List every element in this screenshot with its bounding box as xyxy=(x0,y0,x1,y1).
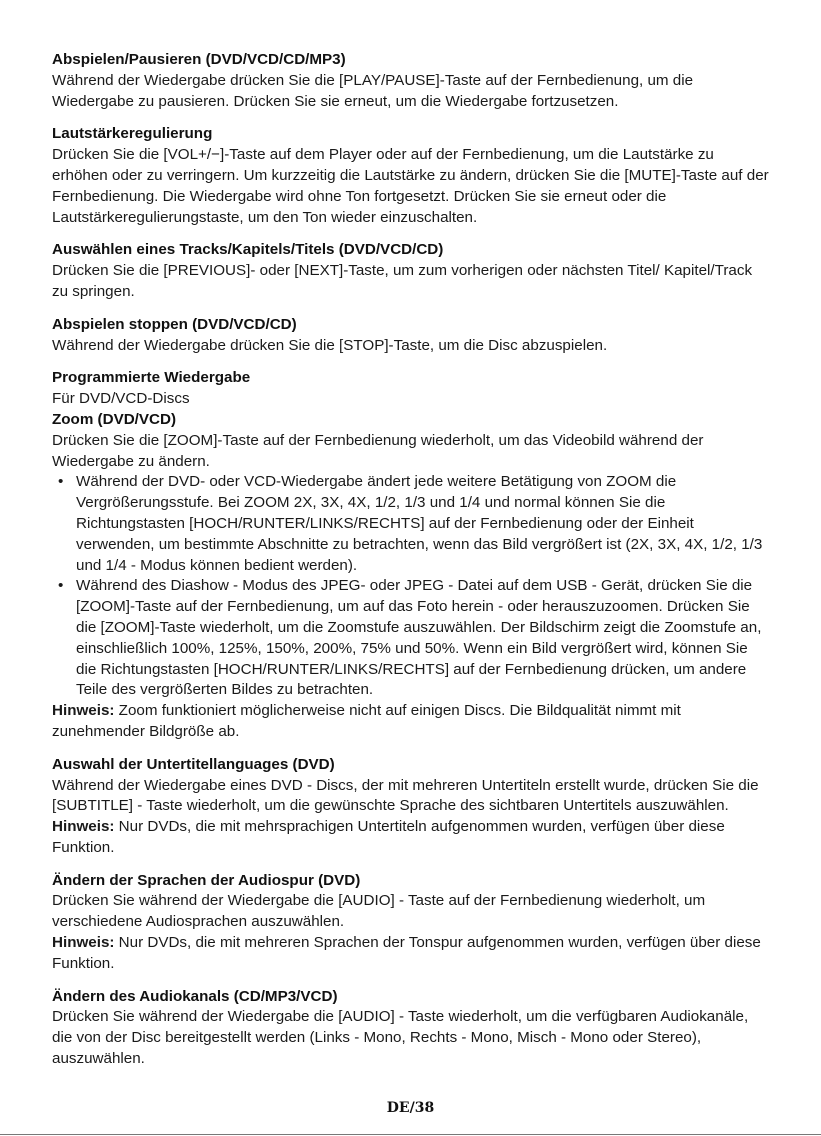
heading-programmed: Programmierte Wiedergabe xyxy=(52,369,251,387)
bullet-dot: • xyxy=(58,473,64,491)
heading-subtitle: Auswahl der Untertitellanguages (DVD) xyxy=(52,755,335,773)
bullet-dot: • xyxy=(58,577,64,595)
text-stop: Während der Wiedergabe drücken Sie die [STOP]-Taste, um die Disc abzuspielen. xyxy=(52,336,608,354)
section-programmed xyxy=(52,368,772,410)
note-text: Nur DVDs, die mit mehrsprachigen Untertiteln aufgenommen wurden, verfügen über diese Funktion. xyxy=(52,818,725,856)
text-audio-language: Drücken Sie während der Wiedergabe die [AUDIO] - Taste auf der Fernbedienung wiederholt, um verschiedene Audiosprachen auszuwählen. xyxy=(52,892,706,931)
list-item xyxy=(52,472,772,576)
note-text: Zoom funktioniert möglicherweise nicht auf einigen Discs. Die Bildqualität nimmt mit zunehmender Bildgröße ab. xyxy=(52,702,681,740)
zoom-bullet-list xyxy=(52,472,772,701)
page-number: DE/38 xyxy=(386,1100,435,1116)
note-text: Nur DVDs, die mit mehreren Sprachen der Tonspur aufgenommen wurden, verfügen über diese Funktion. xyxy=(52,934,761,972)
section-track-select xyxy=(52,240,772,302)
heading-audio-language: Ändern der Sprachen der Audiospur (DVD) xyxy=(52,871,361,889)
section-stop xyxy=(52,315,772,357)
text-programmed: Für DVD/VCD-Discs xyxy=(52,390,190,408)
note-audio-language xyxy=(52,933,772,975)
heading-zoom: Zoom (DVD/VCD) xyxy=(52,410,177,428)
note-label: Hinweis: xyxy=(52,934,115,952)
note-label: Hinweis: xyxy=(52,702,115,720)
note-label: Hinweis: xyxy=(52,818,115,836)
text-track-select: Drücken Sie die [PREVIOUS]- oder [NEXT]-Taste, um zum vorherigen oder nächsten Titel/ Kapitel/Track zu springen. xyxy=(52,262,753,300)
heading-audio-channel: Ändern des Audiokanals (CD/MP3/VCD) xyxy=(52,987,338,1005)
section-play-pause xyxy=(52,50,772,112)
text-volume: Drücken Sie die [VOL+/−]-Taste auf dem Player oder auf der Fernbedienung, um die Lautstärke zu erhöhen oder zu verringern. Um kurzzeitig die Lautstärke zu ändern, drücken Sie die [MUTE]-Taste auf der Fernbedienung. Die Wiedergabe wird ohne Ton fortgesetzt. Drücken Sie sie erneut oder die Lautstärkeregulierungstaste, um den Ton wieder einzuschalten. xyxy=(52,146,769,226)
section-subtitle xyxy=(52,755,772,859)
zoom-bullet-text-2: Während des Diashow - Modus des JPEG- oder JPEG - Datei auf dem USB - Gerät, drücken Sie die [ZOOM]-Taste auf der Fernbedienung, um auf das Foto herein - oder herauszuzoomen. Drücken Sie die [ZOOM]-Taste wiederholt, um die Zoomstufe auszuwählen. Der Bildschirm zeigt die Zoomstufe an, einschließlich 100%, 125%, 150%, 200%, 75% und 50%. Wenn ein Bild vergrößert wird, können Sie die Richtungstasten [HOCH/RUNTER/LINKS/RECHTS] auf der Fernbedienung drücken, um andere Teile des vergrößerten Bildes zu betrachten. xyxy=(76,577,762,699)
heading-play-pause: Abspielen/Pausieren (DVD/VCD/CD/MP3) xyxy=(52,51,346,68)
text-audio-channel: Drücken Sie während der Wiedergabe die [AUDIO] - Taste wiederholt, um die verfügbaren Audiokanäle, die von der Disc bereitgestellt werden (Links - Mono, Rechts - Mono, Misch - Mono oder Stereo), auszuwählen. xyxy=(52,1008,749,1068)
heading-track-select: Auswählen eines Tracks/Kapitels/Titels (DVD/VCD/CD) xyxy=(52,241,444,259)
note-subtitle xyxy=(52,817,772,859)
section-audio-language xyxy=(52,871,772,975)
section-audio-channel xyxy=(52,987,772,1070)
list-item xyxy=(52,576,772,701)
text-zoom: Drücken Sie die [ZOOM]-Taste auf der Fernbedienung wiederholt, um das Videobild während der Wiedergabe zu ändern. xyxy=(52,431,704,470)
bottom-divider xyxy=(0,1134,821,1135)
heading-stop: Abspielen stoppen (DVD/VCD/CD) xyxy=(52,315,297,333)
heading-volume: Lautstärkeregulierung xyxy=(52,125,213,143)
note-zoom xyxy=(52,701,772,743)
section-zoom xyxy=(52,410,772,743)
section-volume xyxy=(52,124,772,228)
text-subtitle: Während der Wiedergabe eines DVD - Discs, der mit mehreren Untertiteln erstellt wurde, drücken Sie die [SUBTITLE] - Taste wiederholt, um die gewünschte Sprache des sichtbaren Untertitels auszuwählen. xyxy=(52,776,759,815)
zoom-bullet-text-1: Während der DVD- oder VCD-Wiedergabe ändert jede weitere Betätigung von ZOOM die Vergrößerungsstufe. Bei ZOOM 2X, 3X, 4X, 1/2, 1/3 und 1/4 und normal können Sie die Richtungstasten [HOCH/RUNTER/LINKS/RECHTS] auf der Fernbedienung oder der Einheit verwenden, um bestimmte Abschnitte zu betrachten, wenn das Bild vergrößert ist (2X, 3X, 4X, 1/2, 1/3 und 1/4 - Modus können bedient werden). xyxy=(76,473,763,574)
text-play-pause: Während der Wiedergabe drücken Sie die [PLAY/PAUSE]-Taste auf der Fernbedienung, um die Wiedergabe zu pausieren. Drücken Sie sie erneut, um die Wiedergabe fortzusetzen. xyxy=(52,71,694,110)
manual-page xyxy=(52,50,772,1082)
